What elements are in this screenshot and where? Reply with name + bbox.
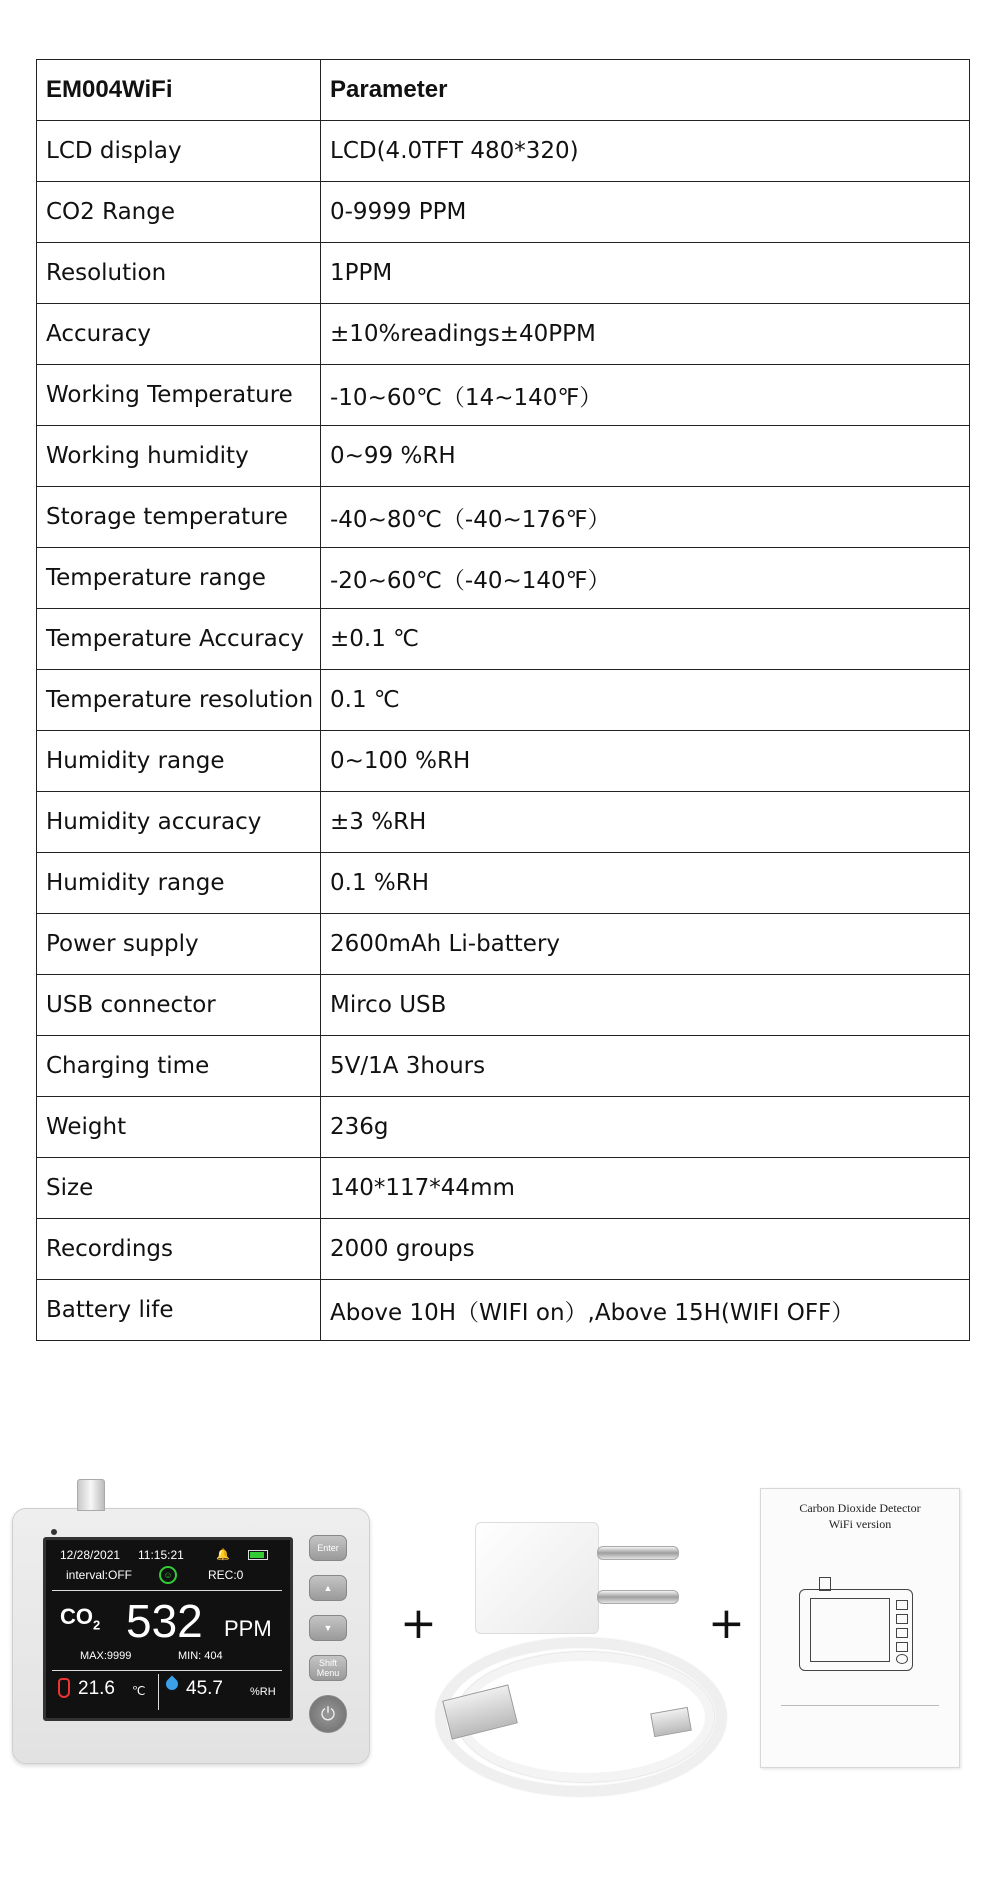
package-contents — [0, 1470, 1000, 1790]
spec-value: 236g — [321, 1097, 970, 1158]
spec-name: Accuracy — [37, 304, 321, 365]
table-row — [37, 487, 970, 548]
max-reading: MAX:9999 — [80, 1650, 132, 1662]
thermometer-icon — [58, 1678, 70, 1698]
spec-name: Working Temperature — [37, 365, 321, 426]
enter-button[interactable]: Enter — [309, 1535, 347, 1561]
table-header-row — [37, 60, 970, 121]
plus-sign-2: + — [708, 1598, 745, 1649]
spec-value: LCD(4.0TFT 480*320) — [321, 121, 970, 182]
battery-icon — [248, 1550, 268, 1560]
table-row — [37, 243, 970, 304]
spec-name: LCD display — [37, 121, 321, 182]
usb-charger — [475, 1522, 599, 1634]
manual-subtitle: WiFi version — [828, 1517, 892, 1531]
spec-name: Temperature range — [37, 548, 321, 609]
spec-value: ±0.1 ℃ — [321, 609, 970, 670]
table-row — [37, 731, 970, 792]
humidity-value: 45.7 — [186, 1678, 223, 1699]
spec-value: -10~60℃（14~140℉） — [321, 365, 970, 426]
spec-name: Resolution — [37, 243, 321, 304]
screen-date: 12/28/2021 — [60, 1548, 121, 1562]
spec-name: CO2 Range — [37, 182, 321, 243]
up-button[interactable]: ▲ — [309, 1575, 347, 1601]
screen-time: 11:15:21 — [138, 1548, 184, 1562]
spec-name: Charging time — [37, 1036, 321, 1097]
table-row — [37, 121, 970, 182]
table-row — [37, 914, 970, 975]
indicator-light — [51, 1529, 57, 1535]
co2-detector-device — [12, 1508, 370, 1764]
shift-menu-button[interactable]: Shift Menu — [309, 1655, 347, 1681]
spec-value: ±10%readings±40PPM — [321, 304, 970, 365]
spec-name: Size — [37, 1158, 321, 1219]
temperature-value: 21.6 — [78, 1678, 115, 1699]
table-row — [37, 1280, 970, 1341]
spec-value: 0.1 ℃ — [321, 670, 970, 731]
charger-pin-top — [597, 1546, 679, 1560]
spec-value: 2600mAh Li-battery — [321, 914, 970, 975]
min-reading: MIN: 404 — [178, 1650, 223, 1662]
sensor-nozzle — [77, 1479, 105, 1511]
spec-value: 1PPM — [321, 243, 970, 304]
spec-name: Working humidity — [37, 426, 321, 487]
spec-name: Humidity range — [37, 731, 321, 792]
spec-value: 0.1 %RH — [321, 853, 970, 914]
table-row — [37, 792, 970, 853]
spec-name: Recordings — [37, 1219, 321, 1280]
manual-device-drawing — [799, 1589, 913, 1671]
spec-value: -40~80℃（-40~176℉） — [321, 487, 970, 548]
plus-sign-1: + — [400, 1598, 437, 1649]
ppm-unit: PPM — [224, 1616, 272, 1641]
spec-name: Battery life — [37, 1280, 321, 1341]
humidity-unit: %RH — [250, 1686, 276, 1698]
table-row — [37, 1036, 970, 1097]
co2-label: $CO_2$ — [60, 1604, 101, 1633]
power-button[interactable]: ⏻ — [309, 1695, 347, 1733]
smiley-icon: ☺ — [159, 1566, 177, 1584]
table-row — [37, 182, 970, 243]
ppm-value: 532 — [126, 1595, 203, 1647]
spec-name: Weight — [37, 1097, 321, 1158]
table-row — [37, 1097, 970, 1158]
table-row — [37, 548, 970, 609]
screen-separator — [158, 1674, 159, 1710]
table-row — [37, 975, 970, 1036]
header-model: EM004WiFi — [37, 60, 321, 121]
table-row — [37, 1158, 970, 1219]
table-row — [37, 670, 970, 731]
spec-name: Humidity accuracy — [37, 792, 321, 853]
temperature-unit: ℃ — [132, 1684, 146, 1698]
spec-value: 2000 groups — [321, 1219, 970, 1280]
spec-name: USB connector — [37, 975, 321, 1036]
table-row — [37, 853, 970, 914]
spec-value: 0~99 %RH — [321, 426, 970, 487]
manual-title: Carbon Dioxide Detector — [799, 1501, 921, 1515]
user-manual — [760, 1488, 960, 1768]
down-button[interactable]: ▼ — [309, 1615, 347, 1641]
table-row — [37, 304, 970, 365]
device-screen — [43, 1537, 293, 1721]
spec-value: -20~60℃（-40~140℉） — [321, 548, 970, 609]
spec-name: Power supply — [37, 914, 321, 975]
charger-pin-bottom — [597, 1590, 679, 1604]
water-drop-icon — [164, 1676, 181, 1693]
bell-icon: 🔔 — [216, 1549, 230, 1561]
spec-value: ±3 %RH — [321, 792, 970, 853]
screen-divider-2 — [52, 1670, 282, 1671]
table-row — [37, 1219, 970, 1280]
spec-name: Temperature resolution — [37, 670, 321, 731]
spec-value: Above 10H（WIFI on）,Above 15H(WIFI OFF） — [321, 1280, 970, 1341]
spec-value: 0~100 %RH — [321, 731, 970, 792]
spec-value: 5V/1A 3hours — [321, 1036, 970, 1097]
table-row — [37, 609, 970, 670]
spec-value: Mirco USB — [321, 975, 970, 1036]
spec-name: Storage temperature — [37, 487, 321, 548]
screen-rec: REC:0 — [208, 1568, 244, 1582]
manual-text-lines — [781, 1705, 939, 1707]
table-row — [37, 426, 970, 487]
table-row — [37, 365, 970, 426]
spec-value: 0-9999 PPM — [321, 182, 970, 243]
spec-table — [36, 59, 970, 1341]
spec-value: 140*117*44mm — [321, 1158, 970, 1219]
spec-name: Temperature Accuracy — [37, 609, 321, 670]
header-parameter: Parameter — [321, 60, 970, 121]
spec-name: Humidity range — [37, 853, 321, 914]
screen-interval: interval:OFF — [66, 1568, 133, 1582]
screen-divider — [52, 1590, 282, 1591]
